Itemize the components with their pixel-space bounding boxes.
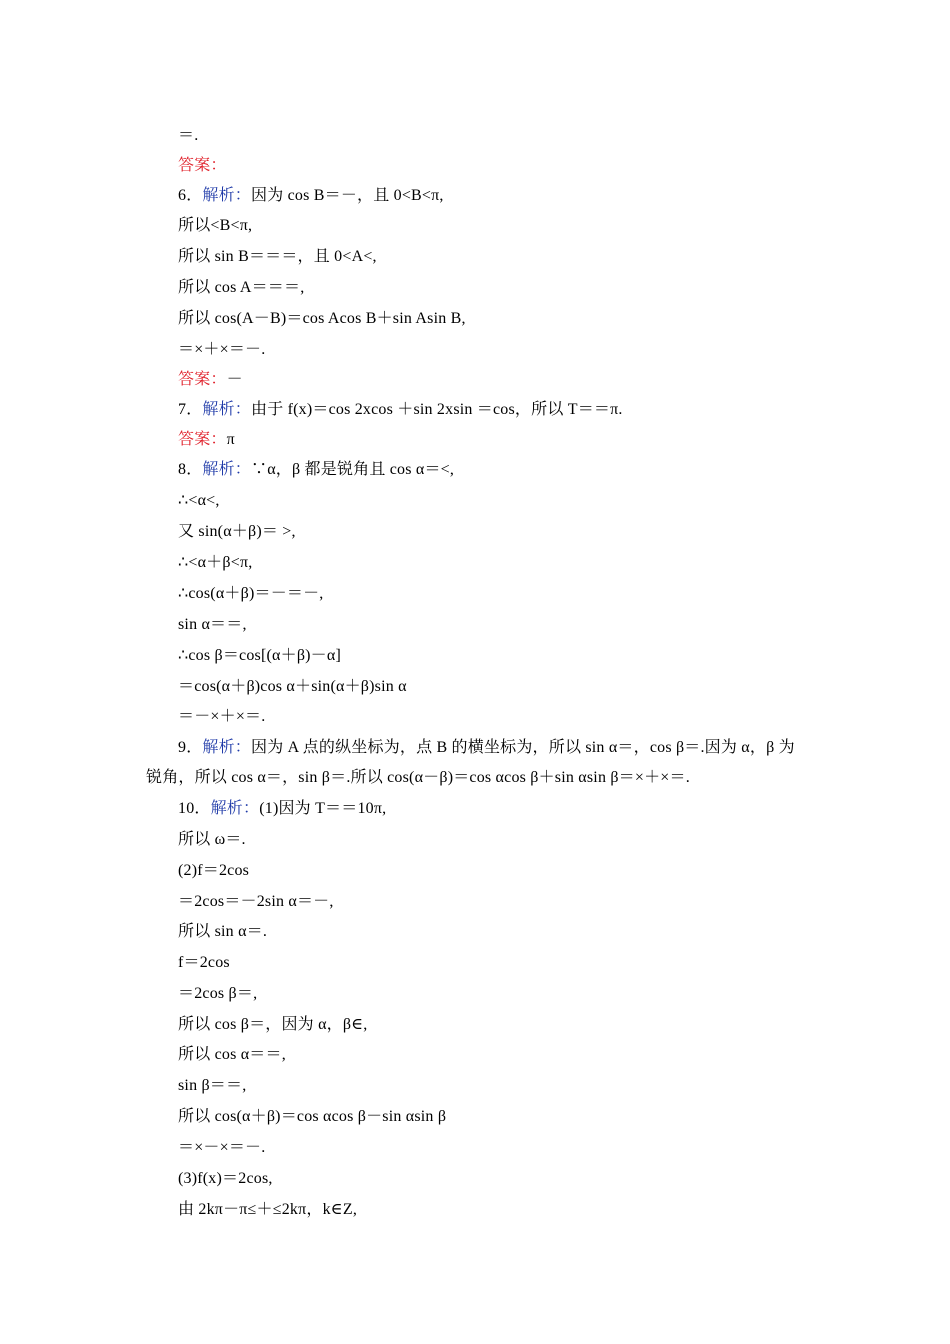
line-29: ＝2cos β＝, [178, 985, 258, 1002]
answer-label: 答案： [178, 431, 227, 448]
line-26: ＝2cos＝－2sin α＝－, [178, 893, 334, 910]
analysis-label: 解析： [202, 187, 252, 204]
line-25: (2)f＝2cos [178, 862, 250, 879]
analysis-label: 解析： [202, 739, 252, 756]
analysis-label: 解析： [210, 800, 260, 817]
solution-10-heading: 10．解析：(1)因为 T＝＝10π, [178, 800, 387, 817]
analysis-label: 解析： [202, 461, 252, 478]
line-6: 所以 cos A＝＝＝, [178, 279, 305, 296]
line-24: 所以 ω＝. [178, 831, 246, 848]
line-13: ∴<α<, [178, 492, 220, 509]
line-20: ＝－×＋×＝. [178, 708, 266, 725]
line-31: 所以 cos α＝＝, [178, 1046, 286, 1063]
answer-line-7: 答案：π [178, 431, 235, 448]
line-8: ＝×＋×＝－. [178, 341, 266, 358]
line-15: ∴<α＋β<π, [178, 554, 253, 571]
line-33: 所以 cos(α＋β)＝cos αcos β－sin αsin β [178, 1108, 447, 1125]
solution-6-heading: 6．解析：因为 cos B＝－，且 0<B<π, [178, 187, 444, 204]
line-27: 所以 sin α＝. [178, 923, 268, 940]
line-17: sin α＝＝, [178, 616, 247, 633]
solution-7-heading: 7．解析：由于 f(x)＝cos 2xcos ＋sin 2xsin ＝cos，所以 T＝＝π. [178, 401, 623, 418]
line-28: f＝2cos [178, 954, 230, 971]
line-5: 所以 sin B＝＝＝，且 0<A<, [178, 248, 377, 265]
line-22: 锐角，所以 cos α＝，sin β＝.所以 cos(α－β)＝cos αcos β＋sin αsin β＝×＋×＝. [146, 769, 690, 786]
solution-9-heading: 9．解析：因为 A 点的纵坐标为，点 B 的横坐标为，所以 sin α＝，cos β＝.因为 α，β 为 [178, 739, 795, 756]
line-35: (3)f(x)＝2cos, [178, 1170, 273, 1187]
answer-line-5 [178, 156, 227, 176]
line-7: 所以 cos(A－B)＝cos Acos B＋sin Asin B, [178, 310, 466, 327]
line-14: 又 sin(α＋β)＝ >, [178, 523, 296, 540]
line-4: 所以<B<π, [178, 217, 253, 234]
answer-label: 答案： [178, 371, 227, 388]
line-18: ∴cos β＝cos[(α＋β)－α] [178, 647, 341, 664]
answer-line-6: 答案：－ [178, 371, 243, 388]
line-19: ＝cos(α＋β)cos α＋sin(α＋β)sin α [178, 678, 407, 695]
line-1: ＝. [178, 127, 199, 144]
line-34: ＝×－×＝－. [178, 1139, 266, 1156]
line-32: sin β＝＝, [178, 1077, 247, 1094]
line-36: 由 2kπ－π≤＋≤2kπ，k∈Z, [178, 1201, 358, 1218]
line-30: 所以 cos β＝，因为 α，β∈, [178, 1016, 368, 1033]
analysis-label: 解析： [202, 401, 252, 418]
solution-8-heading: 8．解析：∵α，β 都是锐角且 cos α＝<, [178, 461, 455, 478]
answer-label: 答案： [178, 157, 227, 174]
line-16: ∴cos(α＋β)＝－＝－, [178, 585, 324, 602]
